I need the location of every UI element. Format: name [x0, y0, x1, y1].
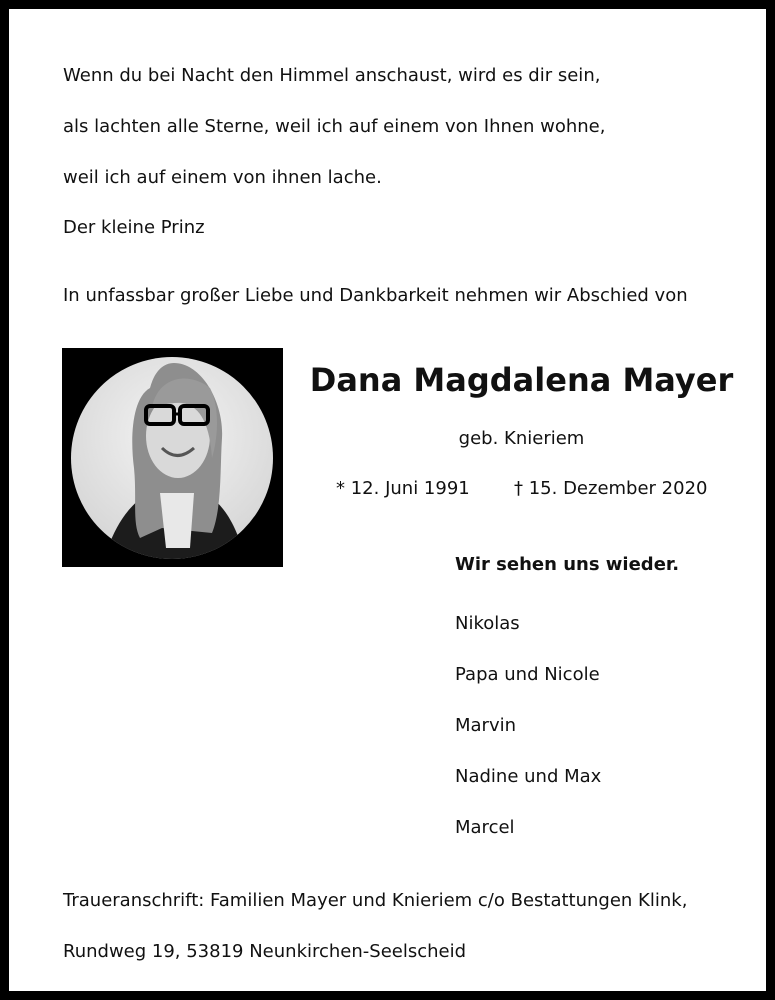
quote-line-2: als lachten alle Sterne, weil ich auf einem von Ihnen wohne, [63, 116, 606, 137]
portrait-photo [62, 348, 283, 567]
birth-name: geb. Knieriem [458, 428, 585, 449]
death-date: † 15. Dezember 2020 [514, 478, 708, 499]
farewell-text: Wir sehen uns wieder. [455, 554, 680, 575]
birth-date: * 12. Juni 1991 [336, 478, 470, 499]
mourner-item: Marvin [455, 715, 517, 736]
intro-text: In unfassbar großer Liebe und Dankbarkeit nehmen wir Abschied von [63, 285, 688, 306]
address-line-2: Rundweg 19, 53819 Neunkirchen-Seelscheid [63, 941, 467, 962]
mourner-item: Marcel [455, 817, 515, 838]
mourner-item: Papa und Nicole [455, 664, 600, 685]
quote-line-3: weil ich auf einem von ihnen lache. [63, 167, 382, 188]
quote-author: Der kleine Prinz [63, 217, 205, 238]
quote-line-1: Wenn du bei Nacht den Himmel anschaust, wird es dir sein, [63, 65, 601, 86]
mourner-item: Nikolas [455, 613, 520, 634]
address-line-1: Traueranschrift: Familien Mayer und Knieriem c/o Bestattungen Klink, [63, 890, 688, 911]
mourner-item: Nadine und Max [455, 766, 602, 787]
deceased-name: Dana Magdalena Mayer [309, 361, 734, 399]
